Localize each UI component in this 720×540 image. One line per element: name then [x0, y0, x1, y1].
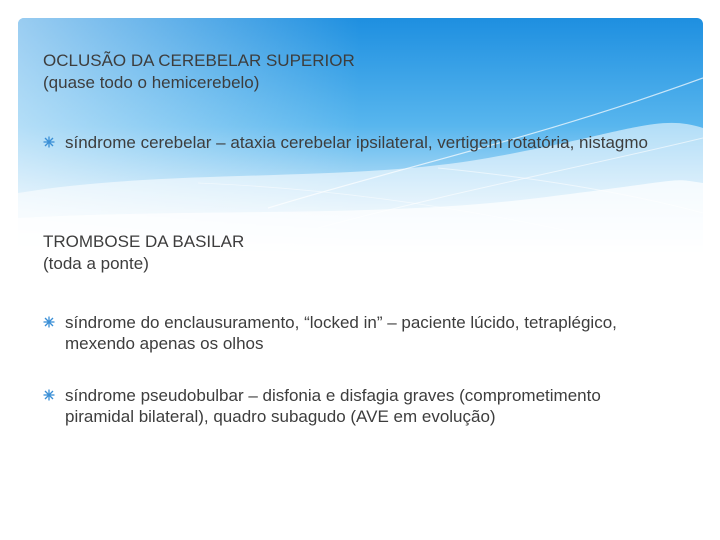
section-2-bullet-2	[43, 385, 653, 427]
section-2-subtitle: (toda a ponte)	[43, 254, 149, 273]
section-2-heading	[43, 231, 663, 275]
section-1-bullet	[43, 132, 653, 153]
bullet-text: síndrome pseudobulbar – disfonia e disfagia graves (comprometimento piramidal bilateral), quadro subagudo (AVE em evolução)	[65, 386, 601, 426]
asterisk-bullet-icon	[43, 316, 55, 328]
asterisk-bullet-icon	[43, 389, 55, 401]
section-1-title: OCLUSÃO DA CEREBELAR SUPERIOR	[43, 51, 355, 70]
section-2-title: TROMBOSE DA BASILAR	[43, 232, 245, 251]
bullet-text: síndrome cerebelar – ataxia cerebelar ipsilateral, vertigem rotatória, nistagmo	[65, 133, 648, 152]
section-2-bullet-1	[43, 312, 653, 354]
bullet-text: síndrome do enclausuramento, “locked in” – paciente lúcido, tetraplégico, mexendo apenas os olhos	[65, 313, 617, 353]
section-1-subtitle: (quase todo o hemicerebelo)	[43, 73, 260, 92]
asterisk-bullet-icon	[43, 136, 55, 148]
section-1-heading	[43, 50, 663, 94]
